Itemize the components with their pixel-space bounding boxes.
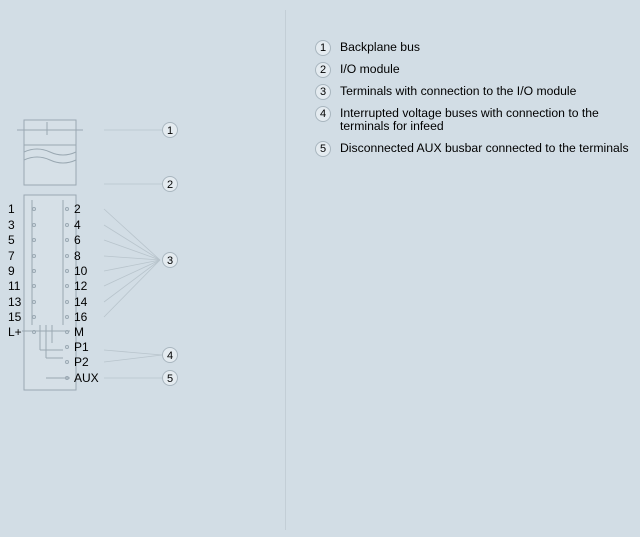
terminal-label: 14 [74,295,88,309]
callouts [163,123,178,386]
callout-number: 5 [166,373,174,385]
leader-line [104,225,160,260]
terminal-label: L+ [8,325,22,339]
legend-item [315,107,640,133]
callout-number: 4 [166,350,174,362]
legend-text: Terminals with connection to the I/O module [340,84,577,98]
terminal-label: 8 [74,249,81,263]
terminal-label: P2 [74,355,89,369]
callout-number: 3 [166,255,174,267]
terminal-label: 12 [74,279,88,293]
legend-item [315,142,640,155]
terminal-label: AUX [74,371,99,385]
terminal-label: 13 [8,295,22,309]
terminal-label: 16 [74,310,88,324]
leader-line [104,260,160,271]
legend-number: 4 [315,106,331,122]
leader-line [104,260,160,317]
terminal-label: 6 [74,233,81,247]
terminal-label: P1 [74,340,89,354]
terminal-label: 9 [8,264,15,278]
legend-number: 2 [315,62,331,78]
leader-line [104,209,160,260]
legend-item [315,41,640,54]
leader-line [104,350,162,355]
terminal-label: 10 [74,264,88,278]
legend-text: I/O module [340,62,400,76]
leader-line [104,355,162,362]
terminal-label: 3 [8,218,15,232]
leader-line [104,260,160,302]
terminal-label: 11 [8,279,21,293]
divider [285,10,286,530]
terminal-label: 2 [74,202,81,216]
legend-number: 1 [315,40,331,56]
legend [315,41,640,164]
legend-text: Disconnected AUX busbar connected to the terminals [340,141,629,155]
legend-number: 3 [315,84,331,100]
backplane-bus [17,120,83,185]
terminal-label: 15 [8,310,22,324]
terminal-label: 7 [8,249,15,263]
terminal-label: 1 [8,202,15,216]
terminal-label: M [74,325,84,339]
terminal-label: 4 [74,218,81,232]
leader-line [104,260,160,286]
legend-item [315,85,640,98]
wiring-diagram [0,0,285,537]
callout-number: 1 [166,125,174,137]
legend-text: Interrupted voltage buses with connection to the terminals for infeed [340,106,599,133]
leader-lines [104,130,162,378]
callout-number: 2 [166,179,174,191]
legend-number: 5 [315,141,331,157]
legend-text: Backplane bus [340,40,420,54]
terminal-label: 5 [8,233,15,247]
legend-item [315,63,640,76]
